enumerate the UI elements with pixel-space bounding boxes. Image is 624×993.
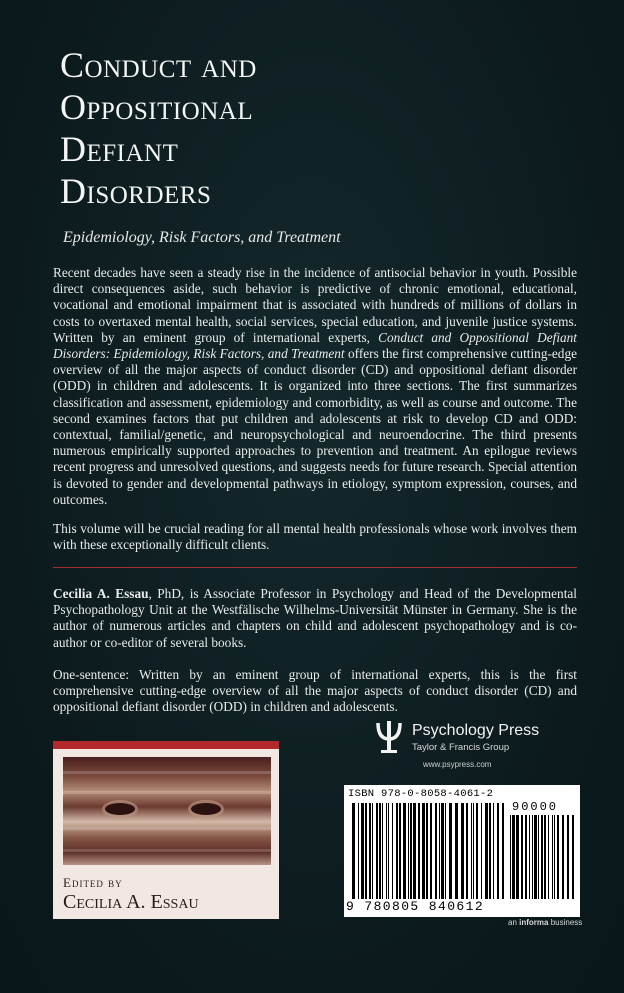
barcode-bar xyxy=(379,803,381,899)
barcode-bar xyxy=(512,815,515,899)
author-bio xyxy=(53,586,577,651)
barcode-bar xyxy=(410,803,412,899)
audience-paragraph: This volume will be crucial reading for all mental health professionals whose work involves them with these exceptionally difficult clients. xyxy=(53,521,577,553)
description-title-ref: Conduct and Oppositional Defiant Disorders: Epidemiology, Risk Factors, and Treatment xyxy=(53,329,578,362)
title-line: Disorders xyxy=(60,171,212,211)
barcode-bar xyxy=(352,803,355,899)
barcode-bar xyxy=(445,803,446,899)
title-line: Oppositional xyxy=(60,87,254,127)
barcode-bar xyxy=(388,803,389,899)
publisher-url: www.psypress.com xyxy=(423,760,492,769)
barcode-bar xyxy=(372,803,373,899)
thumbnail-edited-by: Edited by xyxy=(63,875,123,890)
book-subtitle: Epidemiology, Risk Factors, and Treatment xyxy=(63,229,341,246)
barcode-bar xyxy=(430,803,432,899)
barcode-bar xyxy=(481,803,482,899)
barcode-bar xyxy=(552,815,553,899)
barcode-bar xyxy=(358,803,359,899)
description-text: offers the first comprehensive cutting-edge overview of all the major aspects of conduct disorder (CD) and oppositional defiant disorder (ODD) in children and adolescents. It is organized into three sections. The first summarizes classification and assessment, epidemiology and comorbidity, as well as course and outcome. The second examines factors that put children and adolescents at risk to develop CD and ODD: contextual, familial/genetic, and neuropsychological and neuroendocrine. The third presents numerous empirically supported approaches to prevention and treatment. An epilogue reviews recent progress and unresolved questions, and suggests needs for future research. Special attention is devoted to gender and developmental pathways in etiology, symptom expression, courses, and outcomes. xyxy=(53,346,577,507)
barcode-bar xyxy=(455,803,458,899)
barcode-bar xyxy=(413,803,416,899)
psi-icon xyxy=(374,720,404,754)
publisher-logo xyxy=(374,720,574,770)
barcode-bar xyxy=(532,815,533,899)
barcode-bar xyxy=(502,803,504,899)
description-text: Recent decades have seen a steady rise in the incidence of antisocial behavior in youth. Possible direct consequences aside, such behavior is predictive of chronic emotional, educational, vocational and emotional impairment that is associated with hundreds of millions of dollars in costs to overtaxed mental health, social services, special education, and juvenile justice systems. Written by an eminent group of international experts, xyxy=(53,265,577,345)
barcode-bar xyxy=(435,803,437,899)
barcode-bar xyxy=(567,815,569,899)
barcode-bar xyxy=(408,803,409,899)
isbn-barcode xyxy=(344,785,580,917)
addon-bars xyxy=(510,815,574,899)
eye-shape xyxy=(191,803,221,815)
barcode-bar xyxy=(572,815,574,899)
photo-stripe xyxy=(63,849,271,852)
barcode-bar xyxy=(386,803,387,899)
barcode-bar xyxy=(554,815,555,899)
isbn-text: ISBN 978-0-8058-4061-2 xyxy=(348,788,494,800)
barcode-bar xyxy=(382,803,383,899)
thumbnail-photo xyxy=(63,757,271,865)
informa-suffix: business xyxy=(548,918,583,927)
barcode-bar xyxy=(557,815,559,899)
barcode-bar xyxy=(548,815,549,899)
price-addon-number: 90000 xyxy=(512,800,559,814)
barcode-bar xyxy=(497,803,499,899)
barcode-bar xyxy=(376,803,378,899)
front-cover-thumbnail xyxy=(53,741,279,919)
informa-prefix: an xyxy=(508,918,520,927)
barcode-bar xyxy=(422,803,425,899)
barcode-bar xyxy=(473,803,474,899)
thumbnail-accent-band xyxy=(53,741,279,749)
barcode-bar xyxy=(365,803,367,899)
barcode-bar xyxy=(489,803,491,899)
barcode-bar xyxy=(538,815,539,899)
barcode-bar xyxy=(516,815,519,899)
barcode-bar xyxy=(399,803,401,899)
barcode-bar xyxy=(466,803,468,899)
barcode-bar xyxy=(476,803,478,899)
barcode-bar xyxy=(439,803,440,899)
author-bio-text: , PhD, is Associate Professor in Psychology and Head of the Developmental Psychopathology Unit at the Westfälische Wilhelms-Universität Münster in Germany. She is the author of numerous articles and chapters on child and adolescent psychopathology and is co-author or co-editor of several books. xyxy=(53,586,577,650)
barcode-bar xyxy=(493,803,494,899)
thumbnail-editor-name: Cecilia A. Essau xyxy=(63,891,199,913)
ean-bars xyxy=(352,803,504,899)
barcode-bar xyxy=(544,815,546,899)
barcode-bar xyxy=(449,803,452,899)
publisher-group: Taylor & Francis Group xyxy=(412,742,510,753)
barcode-bar xyxy=(441,803,444,899)
barcode-bar xyxy=(461,803,464,899)
barcode-bar xyxy=(403,803,406,899)
barcode-bar xyxy=(529,815,530,899)
barcode-bar xyxy=(525,815,527,899)
barcode-bar xyxy=(418,803,420,899)
informa-brand: informa xyxy=(519,918,549,927)
photo-stripe xyxy=(63,771,271,774)
author-name: Cecilia A. Essau xyxy=(53,586,149,601)
barcode-bar xyxy=(541,815,543,899)
divider xyxy=(53,567,577,568)
barcode-bar xyxy=(361,803,364,899)
barcode-bar xyxy=(521,815,523,899)
barcode-bar xyxy=(392,803,393,899)
barcode-bar xyxy=(369,803,371,899)
title-line: Defiant xyxy=(60,129,179,169)
barcode-bar xyxy=(426,803,428,899)
description-paragraph xyxy=(53,265,577,508)
barcode-bar xyxy=(534,815,537,899)
barcode-bar xyxy=(510,815,511,899)
informa-tagline xyxy=(508,918,582,927)
publisher-name: Psychology Press xyxy=(412,722,540,739)
eye-shape xyxy=(105,803,135,815)
ean-number: 9 780805 840612 xyxy=(346,899,485,914)
title-line: Conduct and xyxy=(60,45,257,85)
photo-stripe xyxy=(63,791,271,794)
book-title xyxy=(60,44,580,212)
one-sentence-summary: One-sentence: Written by an eminent group of international experts, this is the first comprehensive cutting-edge overview of all the major aspects of conduct disorder (CD) and oppositional defiant disorder (ODD) in children and adolescents. xyxy=(53,667,577,715)
barcode-bar xyxy=(562,815,564,899)
photo-stripe xyxy=(63,827,271,830)
barcode-bar xyxy=(471,803,472,899)
barcode-bar xyxy=(396,803,398,899)
barcode-bar xyxy=(485,803,488,899)
